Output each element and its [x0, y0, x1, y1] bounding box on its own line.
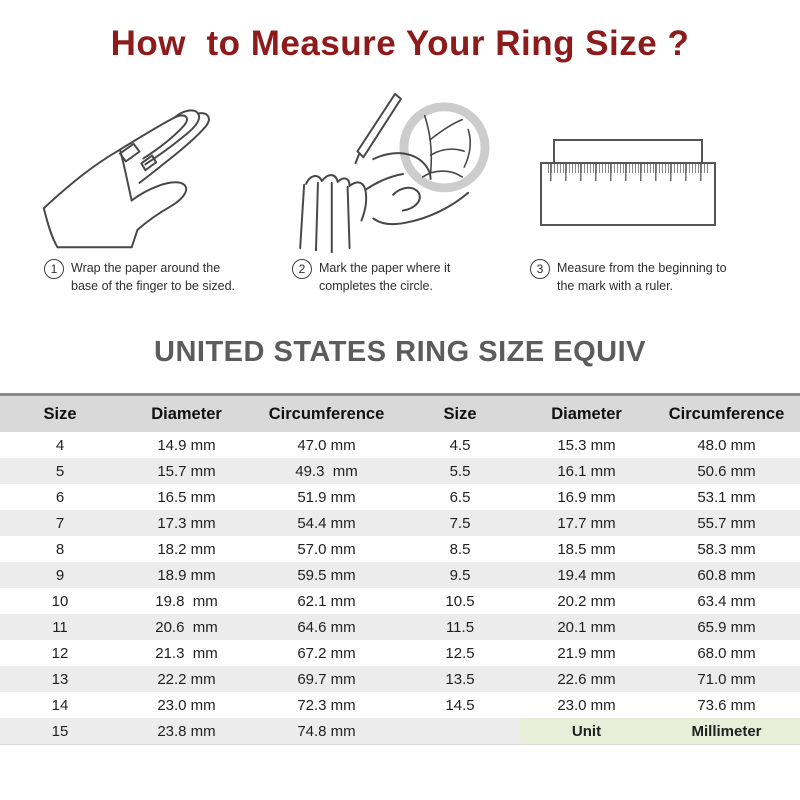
table-cell: 23.0 mm: [557, 696, 616, 714]
table-cell: 20.2 mm: [557, 592, 616, 610]
ring-size-table: [0, 393, 800, 745]
table-cell: 48.0 mm: [697, 436, 756, 454]
table-cell: 74.8 mm: [253, 718, 400, 745]
table-cell: 23.8 mm: [120, 718, 253, 745]
table-cell: 23.0 mm: [157, 696, 216, 714]
step-1-caption: [44, 259, 269, 295]
table-cell: 21.3 mm: [155, 644, 218, 662]
column-header-circumference-right: Circumference: [653, 395, 800, 433]
step-3-number-badge: 3: [530, 259, 550, 279]
step-3-line2: the mark with a ruler.: [557, 279, 674, 294]
table-cell: 9.5: [449, 566, 471, 584]
step-3-text: [557, 259, 727, 295]
table-row: [0, 614, 800, 640]
unit-label-cell: Unit: [520, 718, 653, 745]
table-row: [0, 640, 800, 666]
pencil-icon: [357, 94, 400, 157]
table-row: [0, 432, 800, 458]
table-cell: 55.7 mm: [697, 514, 756, 532]
table-cell: 63.4 mm: [697, 592, 756, 610]
table-cell: 68.0 mm: [697, 644, 756, 662]
table-cell: 7: [55, 514, 65, 532]
table-cell: 7.5: [449, 514, 471, 532]
table-cell: 4.5: [449, 436, 471, 454]
table-cell: 20.6 mm: [155, 618, 218, 636]
column-header-diameter-left: Diameter: [120, 395, 253, 433]
table-cell: 5: [55, 462, 65, 480]
column-header-circumference-left: Circumference: [253, 395, 400, 433]
column-header-size-left: Size: [0, 395, 120, 433]
table-cell: 65.9 mm: [697, 618, 756, 636]
table-cell: 13: [51, 670, 69, 688]
table-cell: 11: [52, 618, 68, 636]
table-cell: 49.3 mm: [295, 462, 358, 480]
table-cell: 50.6 mm: [697, 462, 756, 480]
table-cell: 8: [55, 540, 65, 558]
step-3-line1: Measure from the beginning to: [557, 261, 727, 275]
table-cell: 51.9 mm: [297, 488, 356, 506]
table-row: [0, 666, 800, 692]
table-cell: 18.9 mm: [157, 566, 216, 584]
table-cell: 71.0 mm: [697, 670, 756, 688]
table-cell: 20.1 mm: [557, 618, 616, 636]
step-2-number-badge: 2: [292, 259, 312, 279]
step-1-line1: Wrap the paper around the: [71, 261, 221, 275]
table-cell: 21.9 mm: [557, 644, 616, 662]
table-cell: 19.4 mm: [557, 566, 616, 584]
table-cell: 64.6 mm: [297, 618, 356, 636]
table-cell: 16.1 mm: [557, 462, 616, 480]
table-cell: 9: [55, 566, 65, 584]
step-2-line1: Mark the paper where it: [319, 261, 451, 275]
table-cell: 12.5: [445, 644, 475, 662]
step-1-number-badge: 1: [44, 259, 64, 279]
table-cell: 18.2 mm: [157, 540, 216, 558]
step-2-line2: completes the circle.: [319, 279, 433, 294]
ruler-illustration: [540, 136, 718, 232]
table-cell: 11.5: [445, 618, 475, 636]
table-cell: 69.7 mm: [297, 670, 356, 688]
table-cell: 13.5: [445, 670, 475, 688]
table-row: [0, 536, 800, 562]
step-3-caption: [530, 259, 760, 295]
ruler-icon: [540, 162, 716, 226]
table-cell: 12: [51, 644, 69, 662]
table-cell: 62.1 mm: [297, 592, 356, 610]
table-cell: 14.5: [445, 696, 475, 714]
magnifier-ring-icon: [404, 107, 485, 188]
ruler-medium-ticks: [550, 164, 706, 181]
table-cell: 4: [55, 436, 65, 454]
pencil-hand-icon: [272, 90, 524, 258]
step-1-line2: base of the finger to be sized.: [71, 279, 235, 294]
table-cell: 8.5: [449, 540, 471, 558]
table-cell: 15: [0, 718, 120, 745]
table-cell: 22.2 mm: [157, 670, 216, 688]
hand-icon: [36, 98, 241, 256]
column-header-diameter-right: Diameter: [520, 395, 653, 433]
table-cell: 59.5 mm: [297, 566, 356, 584]
hand-wrap-paper-illustration: [36, 98, 241, 256]
unit-value-cell: Millimeter: [653, 718, 800, 745]
step-2-caption: [292, 259, 502, 295]
table-row: [0, 718, 800, 745]
table-row: [0, 562, 800, 588]
table-cell: 17.7 mm: [557, 514, 616, 532]
table-cell: 57.0 mm: [297, 540, 356, 558]
table-cell: 6.5: [449, 488, 471, 506]
table-cell: 67.2 mm: [297, 644, 356, 662]
table-cell: 60.8 mm: [697, 566, 756, 584]
column-header-size-right: Size: [400, 395, 520, 433]
table-cell: [400, 718, 520, 745]
table-cell: 22.6 mm: [557, 670, 616, 688]
table-cell: 15.3 mm: [557, 436, 616, 454]
table-cell: 58.3 mm: [697, 540, 756, 558]
table-cell: 73.6 mm: [697, 696, 756, 714]
table-cell: 16.9 mm: [557, 488, 616, 506]
table-row: [0, 692, 800, 718]
step-1-text: [71, 259, 235, 295]
table-cell: 72.3 mm: [297, 696, 356, 714]
table-row: [0, 510, 800, 536]
table-cell: 6: [55, 488, 65, 506]
table-cell: 15.7 mm: [157, 462, 216, 480]
table-cell: 19.8 mm: [155, 592, 218, 610]
step-2-text: [319, 259, 450, 295]
table-row: [0, 458, 800, 484]
page-title: How to Measure Your Ring Size ?: [110, 24, 690, 63]
table-cell: 10.5: [445, 592, 475, 610]
table-cell: 5.5: [449, 462, 471, 480]
table-cell: 54.4 mm: [297, 514, 356, 532]
table-cell: 53.1 mm: [697, 488, 756, 506]
table-cell: 14.9 mm: [157, 436, 216, 454]
hand-mark-pencil-illustration: [272, 90, 524, 258]
table-row: [0, 588, 800, 614]
table-cell: 14: [51, 696, 69, 714]
table-cell: 47.0 mm: [297, 436, 356, 454]
table-cell: 16.5 mm: [157, 488, 216, 506]
table-row: [0, 484, 800, 510]
table-cell: 10: [51, 592, 69, 610]
table-header-row: [0, 395, 800, 433]
table-cell: 17.3 mm: [157, 514, 216, 532]
table-heading: UNITED STATES RING SIZE EQUIV: [154, 336, 646, 368]
table-cell: 18.5 mm: [557, 540, 616, 558]
